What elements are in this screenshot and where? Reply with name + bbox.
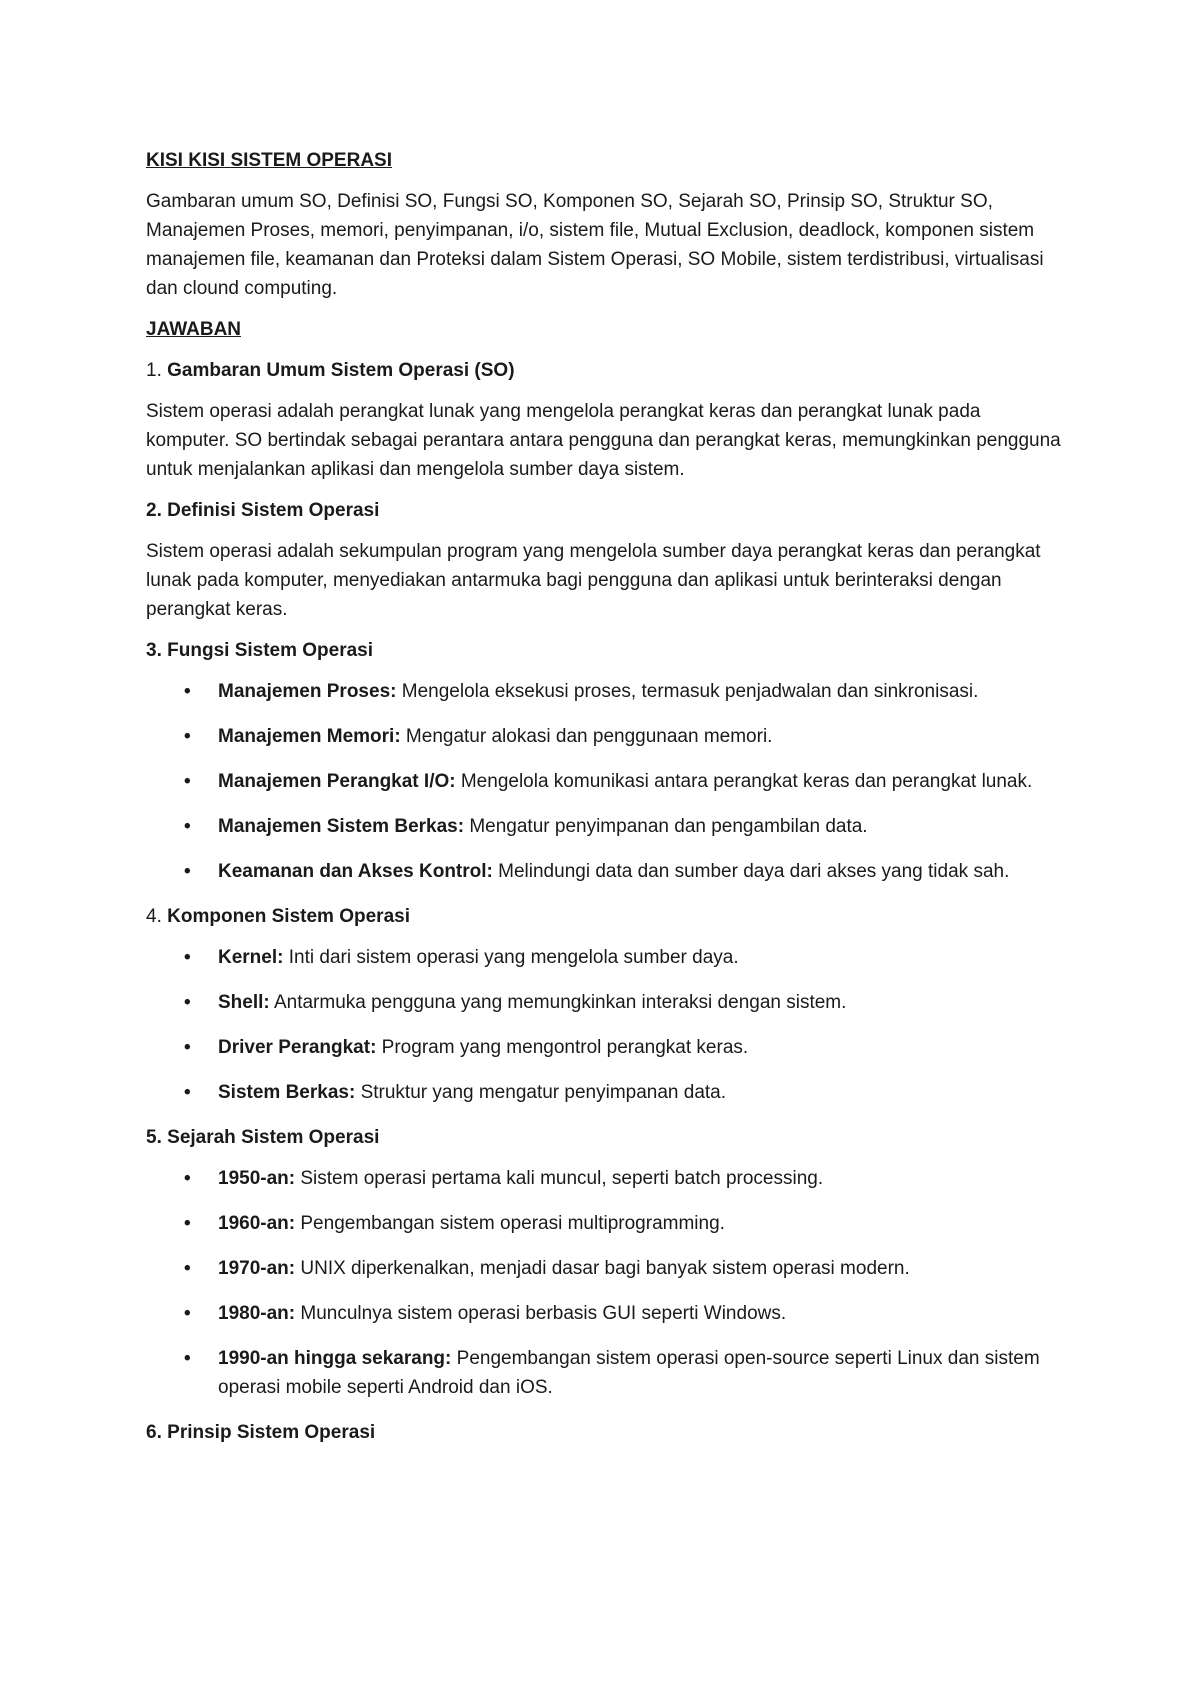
list-item — [146, 1254, 1066, 1283]
list-item — [146, 1344, 1066, 1402]
bullet-icon: • — [184, 816, 191, 837]
list-item — [146, 767, 1066, 796]
list-item — [146, 722, 1066, 751]
bullet-icon: • — [184, 861, 191, 882]
list-item-text: Pengembangan sistem operasi open-source seperti Linux dan sistem operasi mobile seperti Android dan iOS. — [218, 1348, 1040, 1398]
bullet-icon: • — [184, 1213, 191, 1234]
list-item-text: Program yang mengontrol perangkat keras. — [376, 1037, 749, 1058]
bullet-icon: • — [184, 1082, 191, 1103]
section-number: 1. — [146, 360, 162, 381]
bullet-icon: • — [184, 726, 191, 747]
section-3-heading — [146, 636, 1066, 665]
list-item — [146, 1078, 1066, 1107]
list-item-term: 1970-an: — [218, 1258, 296, 1279]
bullet-icon: • — [184, 1037, 191, 1058]
list-item — [146, 857, 1066, 886]
list-item-term: Manajemen Proses: — [218, 681, 397, 702]
section-2-heading — [146, 496, 1066, 525]
answer-heading: JAWABAN — [146, 319, 242, 340]
section-5-list — [146, 1164, 1066, 1402]
section-number: 3. — [146, 640, 162, 661]
list-item-text: Munculnya sistem operasi berbasis GUI seperti Windows. — [295, 1303, 787, 1324]
intro-paragraph: Gambaran umum SO, Definisi SO, Fungsi SO, Komponen SO, Sejarah SO, Prinsip SO, Struktur SO, Manajemen Proses, memori, penyimpanan, i/o, sistem file, Mutual Exclusion, deadlock, komponen sistem manajemen file, keamanan dan Proteksi dalam Sistem Operasi, SO Mobile, sistem terdistribusi, virtualisasi dan clound computing. — [146, 191, 1044, 299]
list-item-term: Shell: — [218, 992, 270, 1013]
bullet-icon: • — [184, 771, 191, 792]
list-item-term: Sistem Berkas: — [218, 1082, 356, 1103]
list-item-text: Antarmuka pengguna yang memungkinkan interaksi dengan sistem. — [269, 992, 847, 1013]
list-item — [146, 988, 1066, 1017]
bullet-icon: • — [184, 1258, 191, 1279]
list-item — [146, 1209, 1066, 1238]
section-5-heading — [146, 1123, 1066, 1152]
bullet-icon: • — [184, 947, 191, 968]
section-4-heading — [146, 902, 1066, 931]
section-1-heading — [146, 356, 1066, 385]
section-title: Komponen Sistem Operasi — [167, 906, 410, 927]
section-title: Fungsi Sistem Operasi — [167, 640, 374, 661]
bullet-icon: • — [184, 992, 191, 1013]
list-item — [146, 1033, 1066, 1062]
list-item — [146, 943, 1066, 972]
section-number: 2. — [146, 500, 162, 521]
list-item — [146, 1299, 1066, 1328]
list-item-term: 1980-an: — [218, 1303, 296, 1324]
list-item-term: 1990-an hingga sekarang: — [218, 1348, 452, 1369]
list-item-term: Driver Perangkat: — [218, 1037, 377, 1058]
list-item-text: Mengatur penyimpanan dan pengambilan data. — [464, 816, 868, 837]
section-title: Gambaran Umum Sistem Operasi (SO) — [167, 360, 515, 381]
bullet-icon: • — [184, 1348, 191, 1369]
list-item-term: 1950-an: — [218, 1168, 296, 1189]
list-item — [146, 812, 1066, 841]
list-item-term: Manajemen Sistem Berkas: — [218, 816, 465, 837]
bullet-icon: • — [184, 1303, 191, 1324]
document-page — [146, 146, 1066, 1459]
list-item-term: Keamanan dan Akses Kontrol: — [218, 861, 493, 882]
document-title: KISI KISI SISTEM OPERASI — [146, 150, 392, 171]
section-title: Prinsip Sistem Operasi — [167, 1422, 376, 1443]
list-item-text: UNIX diperkenalkan, menjadi dasar bagi banyak sistem operasi modern. — [295, 1258, 910, 1279]
section-1-body: Sistem operasi adalah perangkat lunak yang mengelola perangkat keras dan perangkat lunak pada komputer. SO bertindak sebagai perantara antara pengguna dan perangkat keras, memungkinkan pengguna untuk menjalankan aplikasi dan mengelola sumber daya sistem. — [146, 401, 1061, 480]
list-item-term: Manajemen Memori: — [218, 726, 401, 747]
list-item-text: Melindungi data dan sumber daya dari akses yang tidak sah. — [492, 861, 1010, 882]
list-item-text: Sistem operasi pertama kali muncul, seperti batch processing. — [295, 1168, 824, 1189]
section-3-list — [146, 677, 1066, 886]
list-item — [146, 677, 1066, 706]
bullet-icon: • — [184, 1168, 191, 1189]
list-item-term: Manajemen Perangkat I/O: — [218, 771, 456, 792]
section-number: 5. — [146, 1127, 162, 1148]
list-item-text: Inti dari sistem operasi yang mengelola sumber daya. — [283, 947, 739, 968]
section-2-body: Sistem operasi adalah sekumpulan program yang mengelola sumber daya perangkat keras dan perangkat lunak pada komputer, menyediakan antarmuka bagi pengguna dan aplikasi untuk berinteraksi dengan perangkat keras. — [146, 541, 1041, 620]
section-4-list — [146, 943, 1066, 1107]
section-number: 6. — [146, 1422, 162, 1443]
list-item-text: Mengelola komunikasi antara perangkat keras dan perangkat lunak. — [455, 771, 1033, 792]
list-item-text: Mengatur alokasi dan penggunaan memori. — [400, 726, 773, 747]
section-title: Definisi Sistem Operasi — [167, 500, 380, 521]
section-6-heading — [146, 1418, 1066, 1447]
list-item — [146, 1164, 1066, 1193]
list-item-text: Struktur yang mengatur penyimpanan data. — [355, 1082, 727, 1103]
bullet-icon: • — [184, 681, 191, 702]
list-item-term: 1960-an: — [218, 1213, 296, 1234]
section-title: Sejarah Sistem Operasi — [167, 1127, 380, 1148]
list-item-text: Pengembangan sistem operasi multiprogramming. — [295, 1213, 725, 1234]
list-item-term: Kernel: — [218, 947, 284, 968]
section-number: 4. — [146, 906, 162, 927]
list-item-text: Mengelola eksekusi proses, termasuk penjadwalan dan sinkronisasi. — [396, 681, 979, 702]
